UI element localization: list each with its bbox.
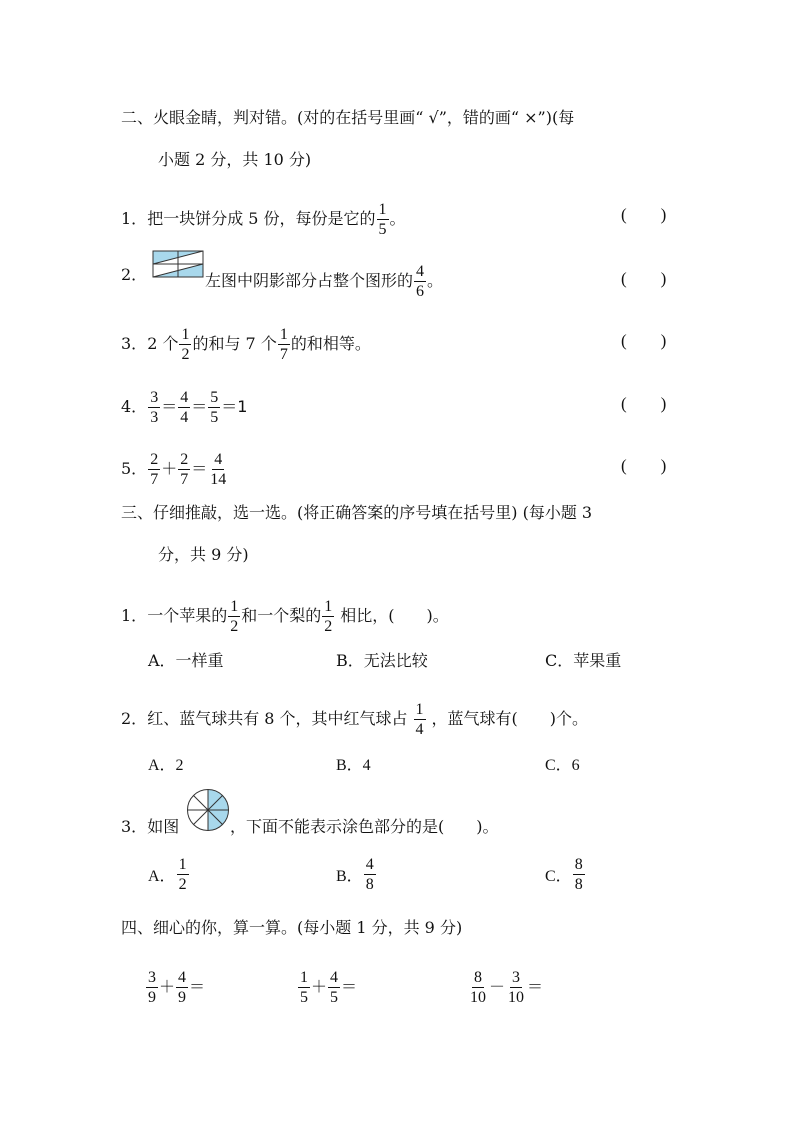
denominator: 10 xyxy=(508,989,525,1006)
option-label: B． xyxy=(336,868,363,885)
option-b[interactable]: B．4 xyxy=(336,757,371,774)
question-text: 2 个 xyxy=(147,334,179,353)
section3-header-line2: 分，共 9 分) xyxy=(158,545,249,564)
fraction xyxy=(178,450,190,489)
numerator: 4 xyxy=(180,389,189,406)
denominator: 7 xyxy=(180,471,189,488)
calc-expression-3[interactable] xyxy=(467,968,543,1007)
question-text: 的和相等。 xyxy=(290,334,371,353)
question-text: 相比，( )。 xyxy=(335,606,449,625)
fraction xyxy=(328,968,340,1007)
numerator: 4 xyxy=(214,451,223,468)
equals-sign: ＝ xyxy=(191,397,208,416)
numerator: 1 xyxy=(181,326,190,343)
option-label: C． xyxy=(545,868,572,885)
numerator: 3 xyxy=(150,389,159,406)
option-c[interactable]: C．苹果重 xyxy=(545,651,622,670)
answer-paren-3[interactable]: ( ) xyxy=(621,331,667,350)
numerator: 1 xyxy=(324,598,333,615)
denominator: 5 xyxy=(378,221,387,238)
denominator: 10 xyxy=(470,989,486,1006)
question-number: 5． xyxy=(121,459,148,478)
question-number: 4． xyxy=(121,397,148,416)
denominator: 9 xyxy=(148,989,156,1006)
fraction xyxy=(377,200,389,239)
denominator: 5 xyxy=(210,409,219,426)
fraction xyxy=(146,968,158,1007)
question-text: 左图中阴影部分占整个图形的 xyxy=(205,271,414,290)
option-b[interactable]: B．无法比较 xyxy=(336,651,428,670)
fraction xyxy=(364,855,376,894)
s3-question-1 xyxy=(121,597,449,636)
numerator: 2 xyxy=(150,451,159,468)
s2-question-4 xyxy=(121,388,247,427)
fraction xyxy=(208,388,220,427)
calc-expression-1[interactable] xyxy=(145,968,205,1007)
question-text: 和一个梨的 xyxy=(241,606,322,625)
numerator: 3 xyxy=(512,969,521,986)
fraction xyxy=(468,968,488,1007)
minus-sign: － xyxy=(489,977,506,996)
section2-header-line1: 二、火眼金睛，判对错。(对的在括号里画“ √”，错的画“ ×”)(每 xyxy=(121,108,575,127)
denominator: 4 xyxy=(415,721,424,738)
equals-one: ＝1 xyxy=(221,397,248,416)
denominator: 7 xyxy=(150,471,159,488)
plus-sign: ＋ xyxy=(159,977,176,996)
numerator: 1 xyxy=(378,201,387,218)
fraction xyxy=(573,855,585,894)
section2-header-line2: 小题 2 分，共 10 分) xyxy=(158,150,312,169)
equals-sign: ＝ xyxy=(161,397,178,416)
s2-question-2 xyxy=(205,262,443,301)
numerator: 2 xyxy=(180,451,189,468)
denominator: 8 xyxy=(574,876,583,893)
shaded-rectangle-figure xyxy=(152,250,204,278)
fraction xyxy=(208,450,228,489)
denominator: 2 xyxy=(324,618,333,635)
numerator: 1 xyxy=(178,856,187,873)
fraction xyxy=(148,450,160,489)
s2-question-5 xyxy=(121,450,229,489)
question-text: 的和与 7 个 xyxy=(192,334,277,353)
question-number: 3． xyxy=(121,817,148,836)
answer-paren-2[interactable]: ( ) xyxy=(621,269,667,288)
s3-question-2 xyxy=(121,700,588,739)
numerator: 4 xyxy=(178,969,187,986)
punctuation: 。 xyxy=(389,209,406,228)
fraction xyxy=(178,388,190,427)
calc-expression-2[interactable] xyxy=(297,968,357,1007)
s3-question-3-part1 xyxy=(121,817,179,837)
fraction xyxy=(414,700,426,739)
numerator: 4 xyxy=(416,263,425,280)
fraction xyxy=(228,597,240,636)
fraction xyxy=(322,597,334,636)
numerator: 4 xyxy=(330,969,339,986)
question-text: ，蓝气球有( )个。 xyxy=(431,709,589,728)
numerator: 4 xyxy=(365,856,374,873)
option-a[interactable] xyxy=(148,855,190,894)
option-c[interactable] xyxy=(545,855,586,894)
fraction xyxy=(278,325,290,364)
denominator: 6 xyxy=(416,283,425,300)
answer-paren-5[interactable]: ( ) xyxy=(621,456,667,475)
fraction xyxy=(179,325,191,364)
fraction xyxy=(148,388,160,427)
option-c[interactable]: C．6 xyxy=(545,757,580,774)
fraction xyxy=(298,968,310,1007)
question-text: 如图 xyxy=(147,817,180,836)
plus-sign: ＋ xyxy=(311,977,328,996)
s2-question-1 xyxy=(121,200,406,239)
s2-question-2-number: 2． xyxy=(121,265,148,284)
question-number: 3． xyxy=(121,334,148,353)
section3-header-line1: 三、仔细推敲，选一选。(将正确答案的序号填在括号里) (每小题 3 xyxy=(121,503,593,522)
question-text: 一个苹果的 xyxy=(147,606,228,625)
numerator: 8 xyxy=(474,969,482,986)
equals-sign: ＝ xyxy=(341,977,358,996)
fraction xyxy=(506,968,526,1007)
option-a[interactable]: A．2 xyxy=(148,757,184,774)
equals-sign: ＝ xyxy=(189,977,206,996)
section4-header: 四、细心的你，算一算。(每小题 1 分，共 9 分) xyxy=(121,918,463,937)
fraction xyxy=(176,968,188,1007)
question-number: 1． xyxy=(121,209,148,228)
denominator: 9 xyxy=(178,989,187,1006)
numerator: 8 xyxy=(574,856,583,873)
denominator: 5 xyxy=(300,989,308,1006)
denominator: 8 xyxy=(365,876,374,893)
answer-paren-4[interactable]: ( ) xyxy=(621,394,667,413)
s3-question-3-part2: ，下面不能表示涂色部分的是( )。 xyxy=(230,817,499,836)
denominator: 3 xyxy=(150,409,159,426)
punctuation: 。 xyxy=(427,271,444,290)
question-number: 2． xyxy=(121,709,148,728)
plus-sign: ＋ xyxy=(161,459,178,478)
question-text: 红、蓝气球共有 8 个，其中红气球占 xyxy=(147,709,408,728)
denominator: 4 xyxy=(180,409,189,426)
denominator: 7 xyxy=(279,346,288,363)
numerator: 3 xyxy=(148,969,156,986)
denominator: 2 xyxy=(181,346,190,363)
numerator: 1 xyxy=(279,326,288,343)
option-a[interactable]: A．一样重 xyxy=(148,651,224,670)
fraction xyxy=(414,262,426,301)
denominator: 5 xyxy=(330,989,339,1006)
question-text: 把一块饼分成 5 份，每份是它的 xyxy=(147,209,376,228)
option-b[interactable] xyxy=(336,855,377,894)
equals-sign: ＝ xyxy=(191,459,208,478)
pie-circle-figure xyxy=(186,788,230,832)
denominator: 14 xyxy=(210,471,227,488)
numerator: 5 xyxy=(210,389,219,406)
numerator: 1 xyxy=(300,969,308,986)
equals-sign: ＝ xyxy=(527,977,544,996)
fraction xyxy=(177,855,189,894)
denominator: 2 xyxy=(178,876,187,893)
numerator: 1 xyxy=(415,701,424,718)
s2-question-3 xyxy=(121,325,371,364)
option-label: A． xyxy=(148,868,176,885)
question-number: 1． xyxy=(121,606,148,625)
answer-paren-1[interactable]: ( ) xyxy=(621,205,667,224)
denominator: 2 xyxy=(230,618,239,635)
numerator: 1 xyxy=(230,598,239,615)
